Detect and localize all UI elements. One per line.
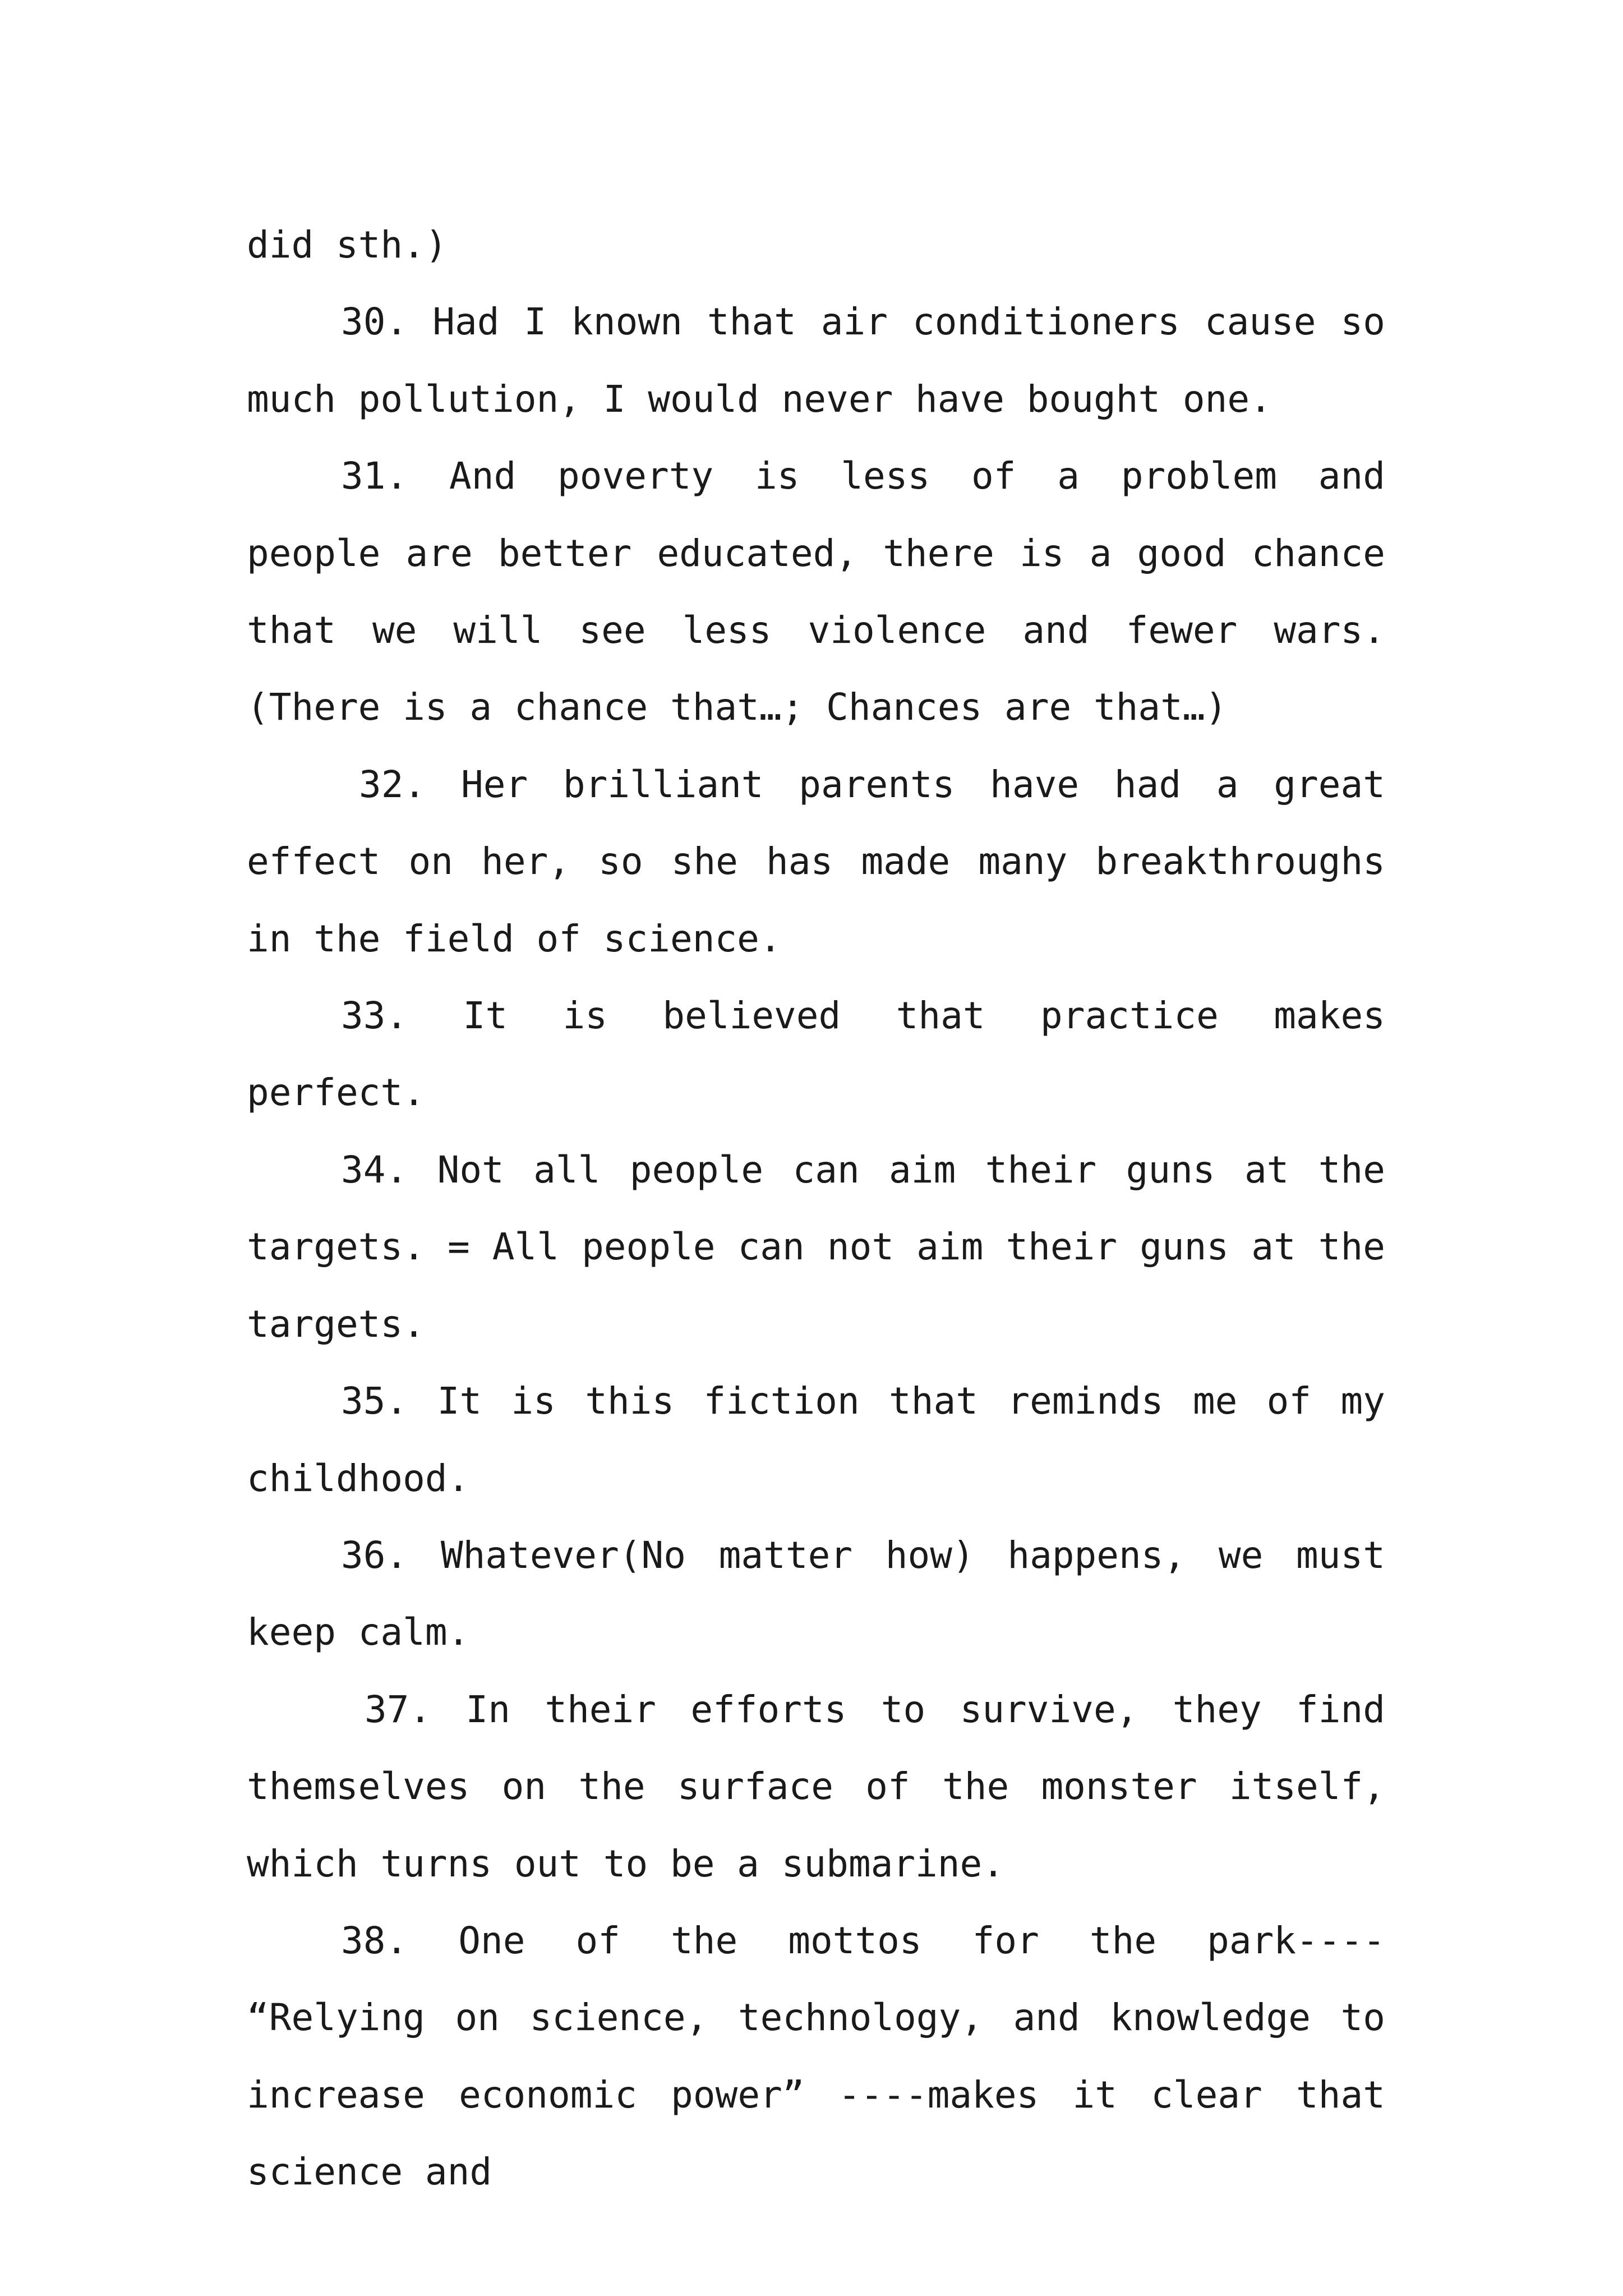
paragraph-33 bbox=[247, 977, 1385, 1131]
paragraph-text: In their efforts to survive, they find themselves on the surface of the monster itself, which turns out to be a submarine. bbox=[247, 1687, 1385, 1885]
paragraph-34 bbox=[247, 1131, 1385, 1363]
paragraph-number: 32. bbox=[359, 762, 426, 806]
paragraph-text: One of the mottos for the park---- “Relying on science, technology, and knowledge to increase economic power” ----makes it clear that science and bbox=[247, 1918, 1385, 2194]
paragraph-number: 31. bbox=[341, 454, 408, 498]
paragraph-number: 37. bbox=[365, 1687, 432, 1731]
paragraph-36 bbox=[247, 1517, 1385, 1671]
paragraph-text: It is this fiction that reminds me of my childhood. bbox=[247, 1379, 1385, 1500]
paragraph-number: 36. bbox=[341, 1533, 408, 1577]
paragraph-number: 35. bbox=[341, 1379, 408, 1423]
paragraph-32 bbox=[247, 746, 1385, 977]
paragraph-text: Whatever(No matter how) happens, we must keep calm. bbox=[247, 1533, 1385, 1654]
paragraph-35 bbox=[247, 1363, 1385, 1517]
paragraph-number: 34. bbox=[341, 1148, 408, 1191]
paragraph-text: Had I known that air conditioners cause so much pollution, I would never have bought one. bbox=[247, 300, 1385, 421]
paragraph-number: 30. bbox=[341, 300, 408, 344]
paragraph-text: Not all people can aim their guns at the targets. = All people can not aim their guns at the targets. bbox=[247, 1148, 1385, 1346]
paragraph-38 bbox=[247, 1902, 1385, 2211]
paragraph-number: 38. bbox=[341, 1918, 408, 1962]
paragraph-number: 33. bbox=[341, 994, 408, 1038]
paragraph-text: It is believed that practice makes perfect. bbox=[247, 994, 1385, 1115]
paragraph-37 bbox=[247, 1671, 1385, 1902]
paragraph-text: And poverty is less of a problem and people are better educated, there is a good chance that we will see less violence and fewer wars. (There is a chance that…; Chances are that…) bbox=[247, 454, 1385, 729]
paragraph-31 bbox=[247, 438, 1385, 746]
continuation-text: did sth.) bbox=[247, 223, 448, 266]
document-body bbox=[247, 206, 1385, 2211]
paragraph-30 bbox=[247, 283, 1385, 438]
continuation-line bbox=[247, 206, 1385, 283]
paragraph-text: Her brilliant parents have had a great effect on her, so she has made many breakthroughs in the field of science. bbox=[247, 762, 1385, 960]
